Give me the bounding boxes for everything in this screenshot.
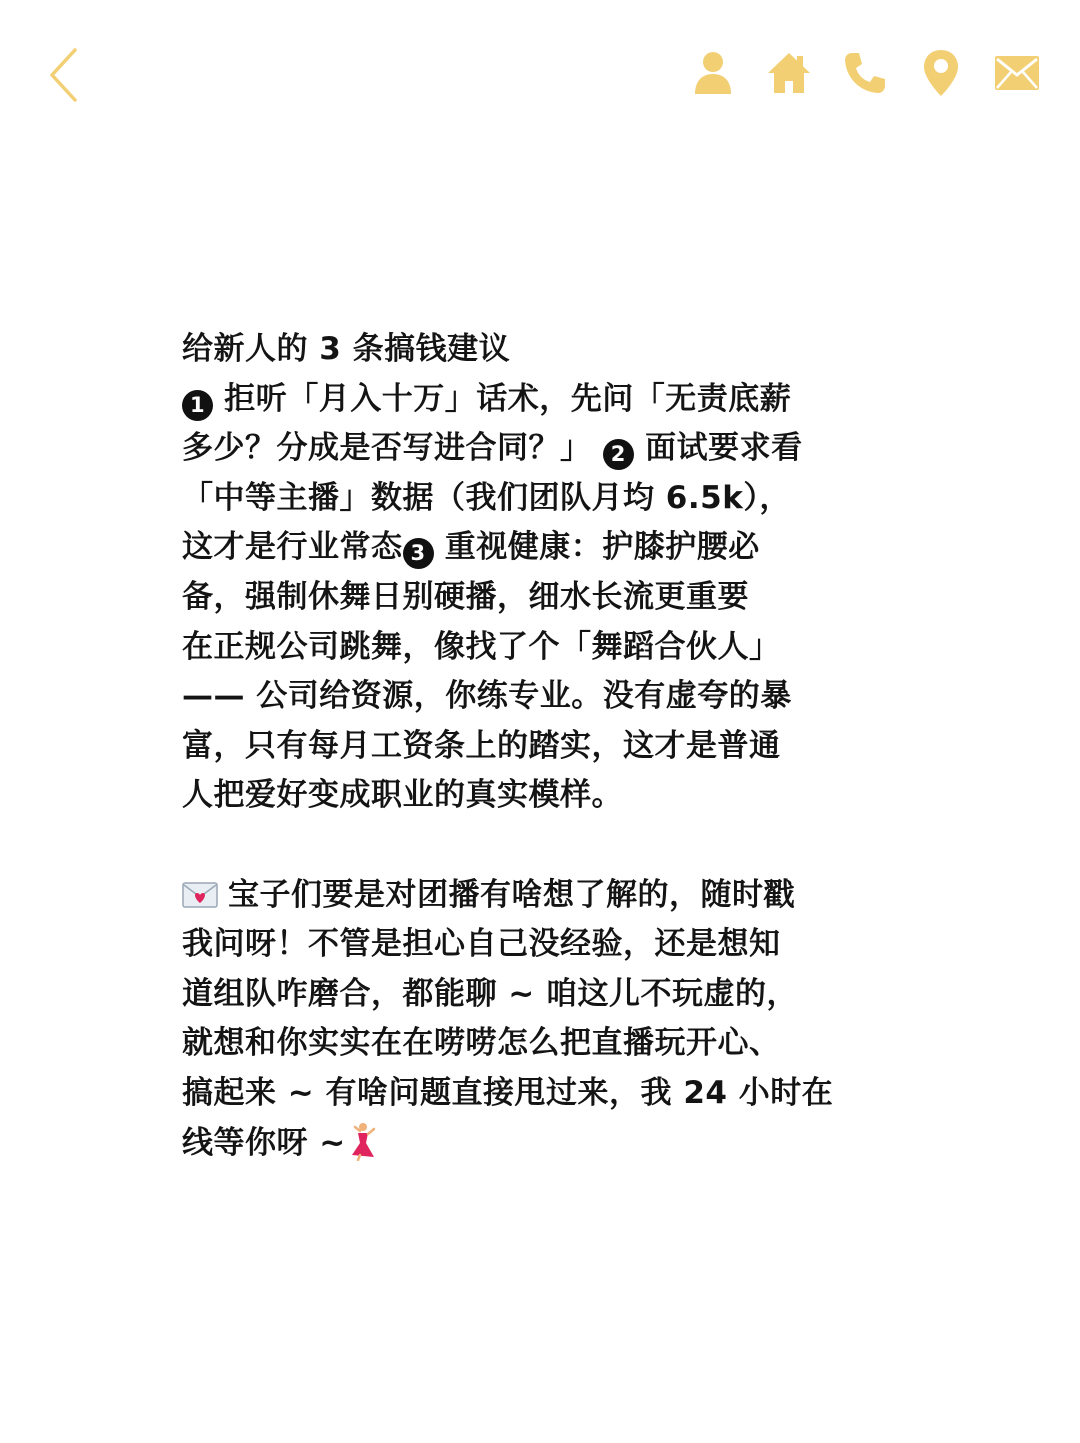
location-pin-icon — [921, 48, 961, 98]
top-bar — [0, 0, 1080, 150]
cta-text: 宝子们要是对团播有啥想了解的，随时戳 — [228, 876, 795, 913]
location-button[interactable] — [918, 48, 964, 98]
back-button[interactable] — [40, 40, 90, 110]
tip-text: 重视健康：护膝护腰必 — [444, 529, 760, 566]
number-badge-3: 3 — [403, 538, 434, 569]
cta-paragraph — [182, 871, 922, 1169]
tip-line: 「中等主播」数据（我们团队月均 6.5k）， — [182, 479, 791, 516]
closing-line: 人把爱好变成职业的真实模样。 — [182, 777, 623, 814]
home-icon — [766, 50, 812, 96]
cta-line — [182, 1119, 922, 1169]
cta-line: 就想和你实实在在唠唠怎么把直播玩开心、 — [182, 1025, 781, 1062]
dancer-icon — [346, 1121, 378, 1161]
number-badge-1: 1 — [182, 390, 213, 421]
person-icon — [693, 50, 733, 96]
tip-line — [182, 375, 922, 425]
chevron-left-icon — [40, 40, 90, 110]
love-letter-icon — [182, 882, 218, 908]
cta-line: 搞起来 ~ 有啥问题直接甩过来，我 24 小时在 — [182, 1074, 834, 1111]
tip-text: 面试要求看 — [645, 430, 803, 467]
cta-line: 我问呀！不管是担心自己没经验，还是想知 — [182, 926, 781, 963]
phone-button[interactable] — [842, 48, 888, 98]
profile-button[interactable] — [690, 48, 736, 98]
mail-icon — [994, 55, 1040, 91]
home-button[interactable] — [766, 48, 812, 98]
mail-button[interactable] — [994, 48, 1040, 98]
tips-paragraph — [182, 325, 922, 821]
tip-text: 这才是行业常态 — [182, 529, 403, 566]
article-body — [182, 325, 922, 1168]
closing-line: 富，只有每月工资条上的踏实，这才是普通 — [182, 727, 781, 764]
tip-line — [182, 523, 922, 573]
closing-line: —— 公司给资源，你练专业。没有虚夸的暴 — [182, 678, 792, 715]
paragraph-spacer — [182, 821, 922, 871]
tip-text: 多少？分成是否写进合同？」 — [182, 430, 592, 467]
cta-text: 线等你呀 ~ — [182, 1124, 346, 1161]
closing-line: 在正规公司跳舞，像找了个「舞蹈合伙人」 — [182, 628, 781, 665]
tip-text: 拒听「月入十万」话术，先问「无责底薪 — [224, 380, 792, 417]
number-badge-2: 2 — [603, 439, 634, 470]
cta-line — [182, 871, 922, 921]
article-title: 给新人的 3 条搞钱建议 — [182, 331, 511, 367]
tip-line — [182, 424, 922, 474]
cta-line: 道组队咋磨合，都能聊 ~ 咱这儿不玩虚的， — [182, 975, 799, 1012]
header-icon-row — [690, 48, 1040, 98]
phone-icon — [842, 50, 888, 96]
tip-line: 备，强制休舞日别硬播，细水长流更重要 — [182, 578, 749, 615]
